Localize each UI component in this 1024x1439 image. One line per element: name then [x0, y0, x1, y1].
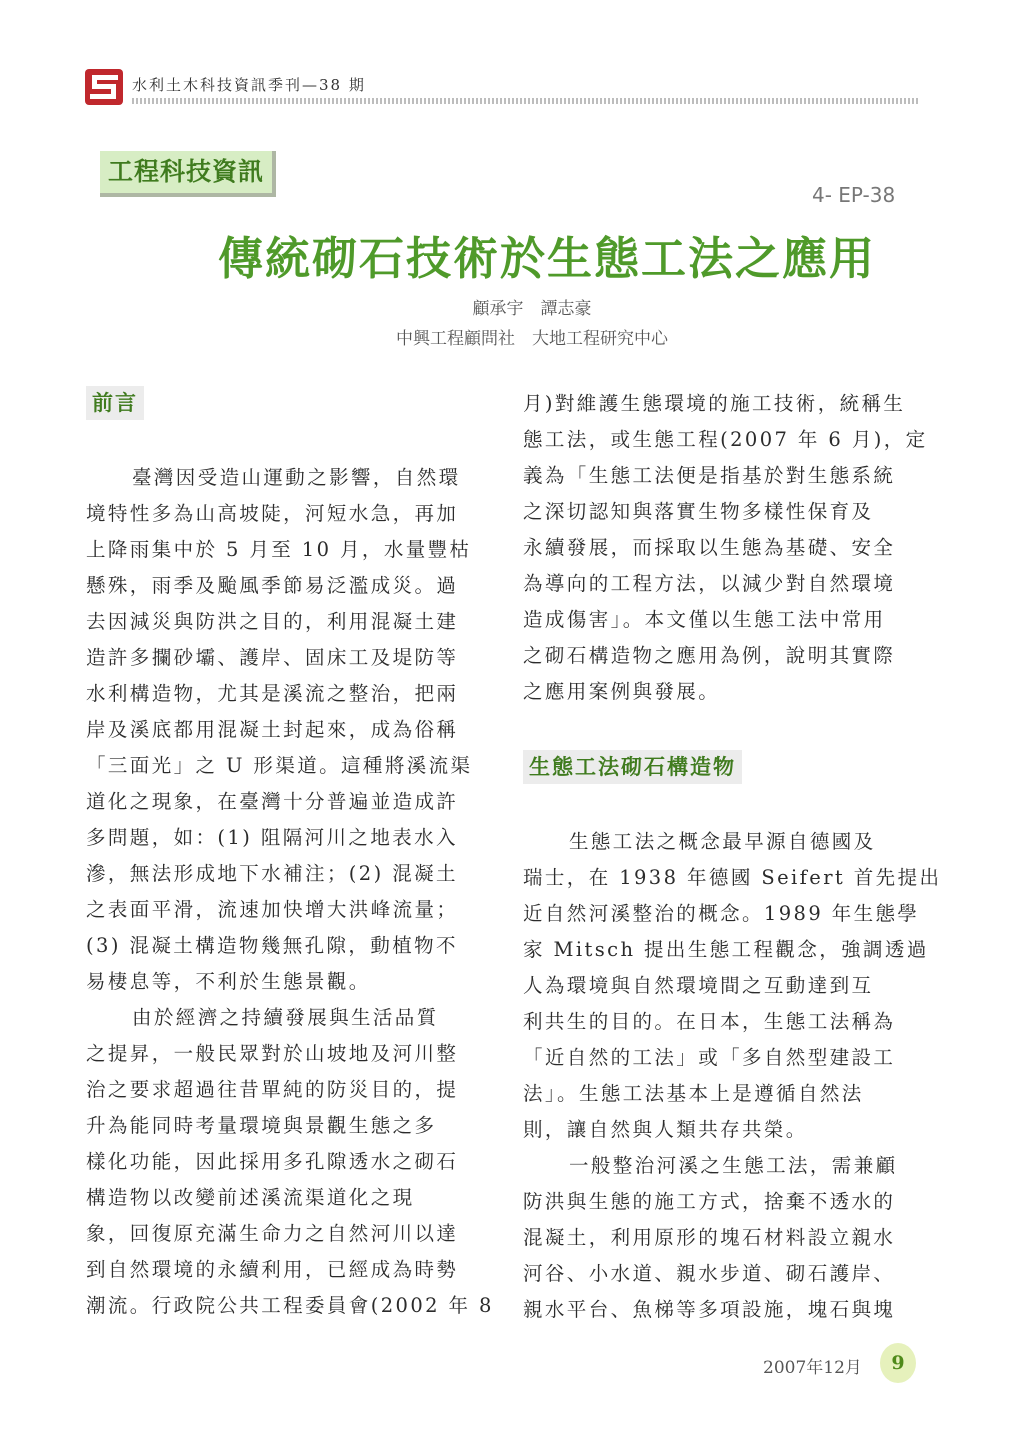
affiliations: 中興工程顧問社 大地工程研究中心 — [396, 329, 668, 349]
journal-title: 水利土木科技資訊季刊—38 期 — [132, 76, 366, 94]
text-line: 義為「生態工法便是指基於對生態系統 — [523, 464, 896, 487]
text-line: 生態工法之概念最早源自德國及 — [569, 830, 876, 853]
text-line: 造許多攔砂壩、護岸、固床工及堤防等 — [86, 646, 459, 669]
text-line: 去因減災與防洪之目的，利用混凝土建 — [86, 610, 459, 633]
left-column — [86, 386, 494, 1324]
text-line: 水利構造物，尤其是溪流之整治，把兩 — [86, 682, 459, 705]
text-line: 河谷、小水道、親水步道、砌石護岸、 — [523, 1262, 896, 1285]
text-line: 造成傷害」。本文僅以生態工法中常用 — [523, 608, 886, 631]
text-line: 近自然河溪整治的概念。1989 年生態學 — [523, 902, 920, 925]
section-tag — [100, 151, 276, 197]
text-line: 構造物以改變前述溪流渠道化之現 — [86, 1186, 415, 1209]
paragraph — [86, 1000, 494, 1324]
text-line: 易棲息等，不利於生態景觀。 — [86, 970, 371, 993]
text-line: 「三面光」之 U 形渠道。這種將溪流渠 — [86, 754, 473, 777]
text-line: 由於經濟之持續發展與生活品質 — [132, 1006, 439, 1029]
text-line: 懸殊，雨季及颱風季節易泛濫成災。過 — [86, 574, 459, 597]
text-line: 混凝土，利用原形的塊石材料設立親水 — [523, 1226, 896, 1249]
text-line: 「近自然的工法」或「多自然型建設工 — [523, 1046, 896, 1069]
text-line: 上降雨集中於 5 月至 10 月，水量豐枯 — [86, 538, 472, 561]
text-line: 到自然環境的永續利用，已經成為時勢 — [86, 1258, 459, 1281]
text-line: 之表面平滑，流速加快增大洪峰流量； — [86, 898, 459, 921]
text-line: 態工法，或生態工程(2007 年 6 月)，定 — [523, 428, 928, 451]
text-line: 法」。生態工法基本上是遵循自然法 — [523, 1082, 864, 1105]
section-heading-introduction: 前言 — [86, 386, 144, 420]
text-line: 親水平台、魚梯等多項設施，塊石與塊 — [523, 1298, 896, 1321]
text-line: 月)對維護生態環境的施工技術，統稱生 — [523, 392, 906, 415]
text-line: 滲，無法形成地下水補注；(2) 混凝土 — [86, 862, 458, 885]
text-line: 防洪與生態的施工方式，捨棄不透水的 — [523, 1190, 896, 1213]
header-divider — [132, 98, 918, 104]
text-line: 治之要求超過往昔單純的防災目的，提 — [86, 1078, 459, 1101]
text-line: 之應用案例與發展。 — [523, 680, 721, 703]
paragraph — [523, 386, 928, 710]
text-line: 之提昇，一般民眾對於山坡地及河川整 — [86, 1042, 459, 1065]
text-line: 利共生的目的。在日本，生態工法稱為 — [523, 1010, 896, 1033]
article-title: 傳統砌石技術於生態工法之應用 — [217, 232, 876, 285]
text-line: 臺灣因受造山運動之影響，自然環 — [132, 466, 461, 489]
text-line: 之深切認知與落實生物多樣性保育及 — [523, 500, 874, 523]
text-line: 境特性多為山高坡陡，河短水急，再加 — [86, 502, 459, 525]
text-line: 樣化功能，因此採用多孔隙透水之砌石 — [86, 1150, 459, 1173]
text-line: 家 Mitsch 提出生態工程觀念，強調透過 — [523, 938, 929, 961]
section-tag-label: 工程科技資訊 — [107, 157, 264, 186]
paragraph — [86, 460, 486, 1000]
authors: 顧承宇 譚志豪 — [472, 299, 592, 319]
footer-date: 2007年12月 — [763, 1358, 862, 1378]
text-line: 道化之現象，在臺灣十分普遍並造成許 — [86, 790, 459, 813]
text-line: (3) 混凝土構造物幾無孔隙，動植物不 — [86, 934, 458, 957]
text-line: 永續發展，而採取以生態為基礎、安全 — [523, 536, 896, 559]
text-line: 升為能同時考量環境與景觀生態之多 — [86, 1114, 437, 1137]
text-line: 多問題，如：(1) 阻隔河川之地表水入 — [86, 826, 458, 849]
text-line: 潮流。行政院公共工程委員會(2002 年 8 — [86, 1294, 494, 1317]
paragraph — [523, 824, 942, 1148]
text-line: 人為環境與自然環境間之互動達到互 — [523, 974, 874, 997]
journal-logo-icon — [84, 68, 124, 106]
text-line: 岸及溪底都用混凝土封起來，成為俗稱 — [86, 718, 459, 741]
right-column — [523, 386, 942, 1328]
text-line: 象，回復原充滿生命力之自然河川以達 — [86, 1222, 459, 1245]
journal-header — [84, 66, 918, 106]
paragraph — [523, 1148, 923, 1328]
document-code: 4- EP-38 — [812, 183, 896, 207]
text-line: 一般整治河溪之生態工法，需兼顧 — [569, 1154, 898, 1177]
text-line: 則，讓自然與人類共存共榮。 — [523, 1118, 808, 1141]
page-number: 9 — [880, 1343, 916, 1383]
section-heading-eco-masonry: 生態工法砌石構造物 — [523, 750, 742, 784]
text-line: 瑞士，在 1938 年德國 Seifert 首先提出 — [523, 866, 942, 889]
text-line: 之砌石構造物之應用為例，說明其實際 — [523, 644, 896, 667]
text-line: 為導向的工程方法，以減少對自然環境 — [523, 572, 896, 595]
